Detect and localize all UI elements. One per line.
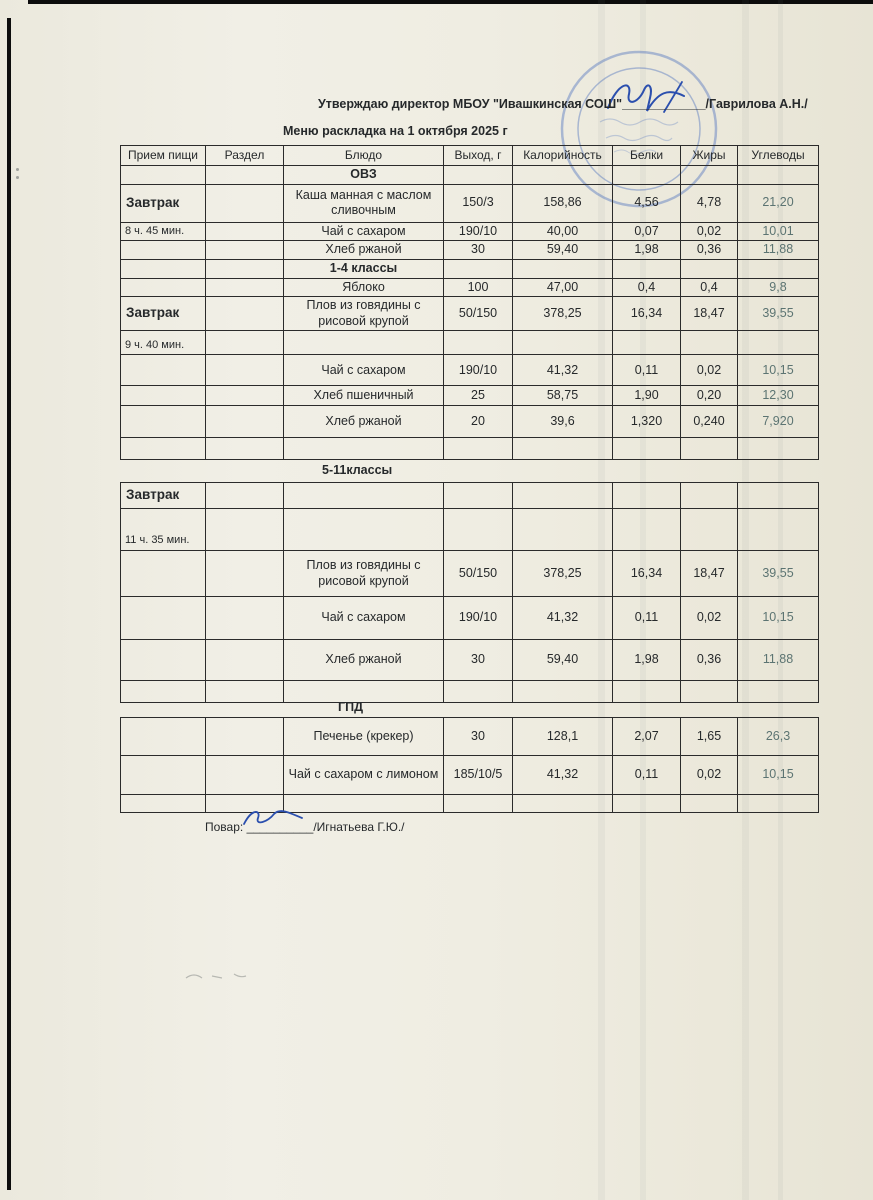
table-cell: 158,86 — [513, 184, 613, 222]
table-cell — [681, 509, 738, 551]
table-cell: 0,02 — [681, 222, 738, 241]
header-row — [121, 146, 819, 166]
table-cell — [121, 355, 206, 386]
table-row — [121, 278, 819, 297]
menu-table-ovz-1-4 — [120, 145, 819, 460]
table-cell: 59,40 — [513, 640, 613, 681]
table-cell: 30 — [444, 640, 513, 681]
table-cell — [513, 681, 613, 703]
table-cell: 1,65 — [681, 718, 738, 756]
approval-blank: ____________ — [622, 97, 706, 111]
table-cell: 190/10 — [444, 355, 513, 386]
table-row — [121, 551, 819, 597]
column-header: Раздел — [206, 146, 284, 166]
table-cell — [444, 681, 513, 703]
approval-text: Утверждаю директор МБОУ "Ивашкинская СОШ" — [318, 97, 623, 111]
table-cell — [206, 278, 284, 297]
table-cell: Яблоко — [284, 278, 444, 297]
table-cell: 18,47 — [681, 297, 738, 331]
table-cell: 25 — [444, 386, 513, 406]
table-cell: 378,25 — [513, 297, 613, 331]
cook-signature — [238, 804, 310, 832]
table-cell — [284, 509, 444, 551]
table-cell — [681, 795, 738, 813]
table-cell: ОВЗ — [284, 166, 444, 185]
table-cell: 4,56 — [613, 184, 681, 222]
table-cell: 39,55 — [738, 297, 819, 331]
table-cell: Чай с сахаром с лимоном — [284, 756, 444, 795]
table-cell: 40,00 — [513, 222, 613, 241]
table-cell — [121, 681, 206, 703]
table-cell: 16,34 — [613, 551, 681, 597]
table-cell — [121, 386, 206, 406]
table-cell — [681, 166, 738, 185]
table-cell: Завтрак — [121, 184, 206, 222]
table-cell: 20 — [444, 406, 513, 438]
table-cell — [206, 756, 284, 795]
table-row — [121, 756, 819, 795]
table-row — [121, 259, 819, 278]
table-cell: 0,02 — [681, 756, 738, 795]
column-header: Прием пищи — [121, 146, 206, 166]
table-cell: Плов из говядины с рисовой крупой — [284, 297, 444, 331]
table-cell: 41,32 — [513, 756, 613, 795]
table-cell: 150/3 — [444, 184, 513, 222]
table-cell — [613, 681, 681, 703]
table-cell — [206, 222, 284, 241]
table-cell — [738, 331, 819, 355]
table-cell — [513, 795, 613, 813]
table-cell — [206, 718, 284, 756]
table-cell: 9,8 — [738, 278, 819, 297]
table-cell — [444, 259, 513, 278]
table-row — [121, 438, 819, 460]
table-cell — [613, 509, 681, 551]
menu-table-5-11 — [120, 482, 819, 703]
table-cell — [681, 681, 738, 703]
table-cell — [121, 597, 206, 640]
table-row — [121, 166, 819, 185]
table-cell — [444, 483, 513, 509]
table-cell: 1,320 — [613, 406, 681, 438]
table-cell: 26,3 — [738, 718, 819, 756]
table-cell: Хлеб пшеничный — [284, 386, 444, 406]
table-cell: 10,15 — [738, 597, 819, 640]
table-cell — [121, 756, 206, 795]
pencil-mark — [182, 968, 262, 984]
column-header: Жиры — [681, 146, 738, 166]
cook-label: Повар: — [205, 820, 247, 834]
scan-edge-left — [7, 18, 11, 1190]
table-cell: 0,36 — [681, 241, 738, 260]
table-cell — [738, 483, 819, 509]
table-cell: 58,75 — [513, 386, 613, 406]
page-title: Меню раскладка на 1 октября 2025 г — [283, 124, 508, 138]
column-header: Выход, г — [444, 146, 513, 166]
table-cell — [121, 166, 206, 185]
table-cell: 0,36 — [681, 640, 738, 681]
table-cell — [738, 509, 819, 551]
table-cell: 128,1 — [513, 718, 613, 756]
column-header: Углеводы — [738, 146, 819, 166]
table-cell — [738, 166, 819, 185]
table-cell — [738, 438, 819, 460]
table-cell: 4,78 — [681, 184, 738, 222]
table-cell: 30 — [444, 241, 513, 260]
table-cell: 0,11 — [613, 355, 681, 386]
table-cell: 0,240 — [681, 406, 738, 438]
table-row — [121, 222, 819, 241]
table-cell — [613, 166, 681, 185]
table-cell: Хлеб ржаной — [284, 640, 444, 681]
table-cell: 0,07 — [613, 222, 681, 241]
scan-speck — [16, 176, 19, 179]
table-cell: Плов из говядины с рисовой крупой — [284, 551, 444, 597]
column-header: Блюдо — [284, 146, 444, 166]
table-cell — [513, 438, 613, 460]
table-cell — [513, 259, 613, 278]
table-cell: Завтрак — [121, 297, 206, 331]
table-cell: 18,47 — [681, 551, 738, 597]
table-cell — [121, 551, 206, 597]
table-cell — [738, 795, 819, 813]
table-cell — [681, 331, 738, 355]
table-cell — [444, 331, 513, 355]
table-row — [121, 241, 819, 260]
table-cell — [681, 259, 738, 278]
table-cell: 0,02 — [681, 597, 738, 640]
table-cell — [206, 184, 284, 222]
table-cell: 11,88 — [738, 640, 819, 681]
table-row — [121, 597, 819, 640]
table-cell — [206, 483, 284, 509]
column-header: Белки — [613, 146, 681, 166]
table-cell — [206, 297, 284, 331]
table-row — [121, 184, 819, 222]
table-cell: 0,20 — [681, 386, 738, 406]
approval-line — [318, 97, 808, 111]
menu-table-gpd — [120, 717, 819, 813]
table-cell — [513, 509, 613, 551]
table-cell: 59,40 — [513, 241, 613, 260]
table-row — [121, 640, 819, 681]
table-cell — [121, 259, 206, 278]
table-row — [121, 355, 819, 386]
table-cell — [513, 483, 613, 509]
table-cell — [444, 166, 513, 185]
table-cell — [206, 386, 284, 406]
table-cell: 190/10 — [444, 597, 513, 640]
table-row — [121, 386, 819, 406]
table-cell: Чай с сахаром — [284, 355, 444, 386]
table-cell — [681, 438, 738, 460]
table-cell — [121, 438, 206, 460]
table-cell: 1,98 — [613, 640, 681, 681]
table-row — [121, 331, 819, 355]
table-cell: 10,01 — [738, 222, 819, 241]
section-label-gpd: ГПД — [338, 700, 363, 714]
table-cell: 378,25 — [513, 551, 613, 597]
table-cell: Чай с сахаром — [284, 222, 444, 241]
table-cell — [444, 509, 513, 551]
table-cell: 47,00 — [513, 278, 613, 297]
table-cell: 50/150 — [444, 297, 513, 331]
table-cell — [284, 331, 444, 355]
table-cell — [206, 331, 284, 355]
table-cell: 185/10/5 — [444, 756, 513, 795]
table-cell — [444, 438, 513, 460]
table-cell — [444, 795, 513, 813]
table-row — [121, 718, 819, 756]
table-cell: Хлеб ржаной — [284, 241, 444, 260]
table-cell — [613, 259, 681, 278]
table-cell — [738, 259, 819, 278]
table-row — [121, 483, 819, 509]
table-cell: 10,15 — [738, 756, 819, 795]
table-cell — [206, 597, 284, 640]
table-cell: 16,34 — [613, 297, 681, 331]
table-cell: 100 — [444, 278, 513, 297]
table-cell — [121, 278, 206, 297]
table-cell — [284, 681, 444, 703]
table-cell: 39,55 — [738, 551, 819, 597]
cook-blank: __________ — [246, 820, 314, 834]
table-cell — [206, 438, 284, 460]
table-cell: 11 ч. 35 мин. — [121, 509, 206, 551]
table-cell: 7,920 — [738, 406, 819, 438]
table-cell: 9 ч. 40 мин. — [121, 331, 206, 355]
table-cell: 0,4 — [613, 278, 681, 297]
table-cell — [284, 438, 444, 460]
table-cell: Печенье (крекер) — [284, 718, 444, 756]
table-cell — [738, 681, 819, 703]
table-cell: 190/10 — [444, 222, 513, 241]
scan-speck — [16, 168, 19, 171]
table-cell: Чай с сахаром — [284, 597, 444, 640]
table-row — [121, 509, 819, 551]
table-cell — [121, 241, 206, 260]
table-cell — [613, 331, 681, 355]
table-cell — [206, 406, 284, 438]
table-cell: 1,90 — [613, 386, 681, 406]
table-cell — [206, 640, 284, 681]
column-header: Калорийность — [513, 146, 613, 166]
table-cell: 30 — [444, 718, 513, 756]
table-cell — [206, 241, 284, 260]
table-cell: Хлеб ржаной — [284, 406, 444, 438]
table-cell — [121, 718, 206, 756]
table-cell: 11,88 — [738, 241, 819, 260]
table-row — [121, 406, 819, 438]
table-cell: Каша манная с маслом сливочным — [284, 184, 444, 222]
table-row — [121, 681, 819, 703]
table-cell — [206, 551, 284, 597]
table-cell — [613, 483, 681, 509]
table-cell — [206, 509, 284, 551]
table-cell: 41,32 — [513, 597, 613, 640]
table-cell — [513, 331, 613, 355]
table-cell: 0,4 — [681, 278, 738, 297]
table-cell — [513, 166, 613, 185]
table-cell — [284, 483, 444, 509]
table-cell: 10,15 — [738, 355, 819, 386]
table-cell: 41,32 — [513, 355, 613, 386]
table-cell: Завтрак — [121, 483, 206, 509]
table-cell: 0,11 — [613, 597, 681, 640]
table-row — [121, 795, 819, 813]
table-cell — [681, 483, 738, 509]
cook-name: /Игнатьева Г.Ю./ — [313, 820, 405, 834]
table-cell: 2,07 — [613, 718, 681, 756]
table-cell: 0,11 — [613, 756, 681, 795]
table-cell — [206, 681, 284, 703]
table-cell: 1-4 классы — [284, 259, 444, 278]
section-label-5-11: 5-11классы — [322, 463, 393, 477]
table-cell: 0,02 — [681, 355, 738, 386]
table-cell: 8 ч. 45 мин. — [121, 222, 206, 241]
table-cell — [613, 438, 681, 460]
table-cell — [206, 259, 284, 278]
table-cell: 1,98 — [613, 241, 681, 260]
table-cell — [206, 355, 284, 386]
table-cell — [121, 406, 206, 438]
table-cell: 39,6 — [513, 406, 613, 438]
table-cell: 21,20 — [738, 184, 819, 222]
table-cell — [121, 640, 206, 681]
approval-name: /Гаврилова А.Н./ — [705, 97, 808, 111]
table-cell: 50/150 — [444, 551, 513, 597]
table-cell — [206, 166, 284, 185]
table-row — [121, 297, 819, 331]
table-cell: 12,30 — [738, 386, 819, 406]
table-cell — [121, 795, 206, 813]
table-cell — [613, 795, 681, 813]
